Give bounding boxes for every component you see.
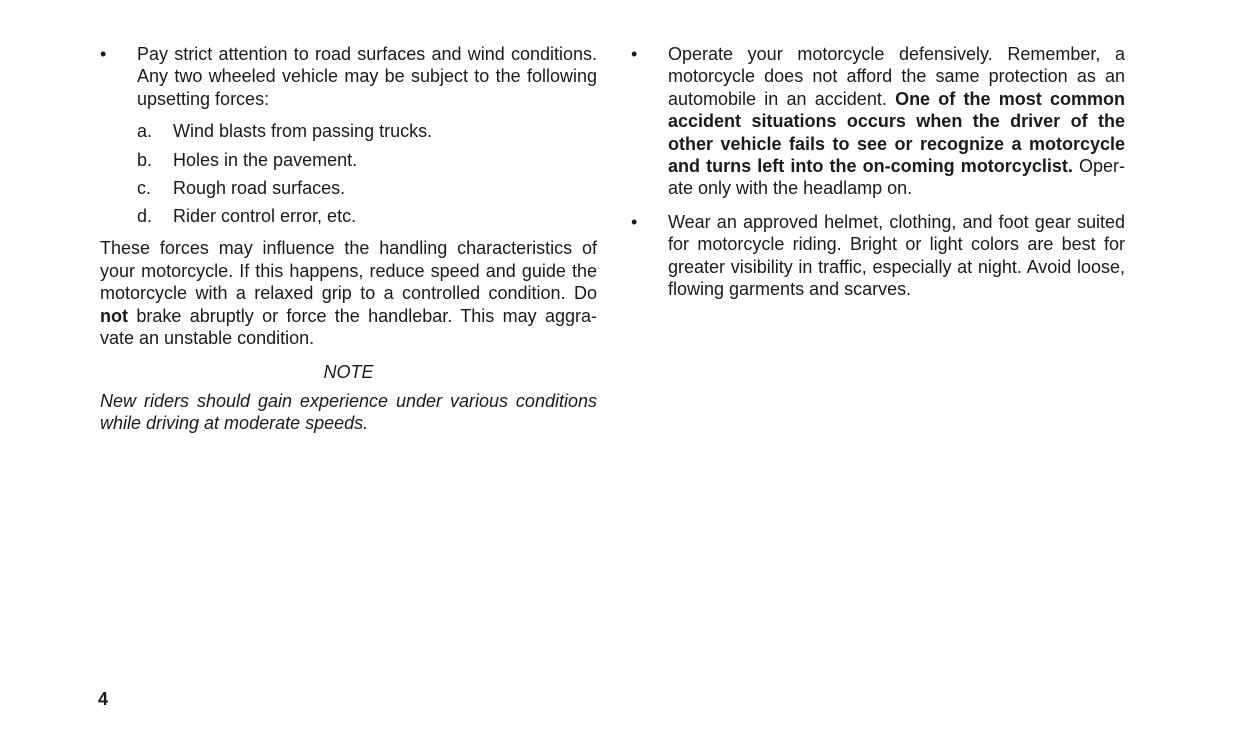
left-column xyxy=(100,43,597,435)
paragraph-text: These forces may influence the handling characteristics of your motorcycle. If this happens, reduce speed and guide the motorcycle with a relaxed grip to a controlled condition. Do xyxy=(100,238,597,304)
note-heading: NOTE xyxy=(323,362,374,383)
list-letter: c. xyxy=(137,177,152,198)
list-text: Rider control error, etc. xyxy=(173,206,357,227)
bullet-text: Wear an approved helmet, clothing, and foot gear suited for motorcycle riding. Bright or light colors are best for greater visibility in traffic, especially at night. Avoid loose, flowing garments and scarves. xyxy=(668,211,1125,300)
list-text: Wind blasts from passing trucks. xyxy=(173,121,433,142)
list-item xyxy=(137,177,597,205)
paragraph-bold-text: not xyxy=(100,305,128,326)
list-letter: a. xyxy=(137,121,153,142)
upsetting-forces-list xyxy=(137,120,597,233)
list-text: Rough road surfaces. xyxy=(173,177,346,198)
list-item xyxy=(137,149,597,177)
bullet-text: Pay strict attention to road surfaces and wind conditions. Any two wheeled vehicle may be subject to the following upsetting forces: xyxy=(137,44,597,109)
list-letter: d. xyxy=(137,206,153,227)
list-item xyxy=(137,205,597,233)
bullet-text: Operate your motorcycle defensively. Remember, a motorcycle does not afford the same protection as an automobile in an accident. xyxy=(668,44,1125,109)
right-column xyxy=(631,43,1125,300)
bullet-marker: • xyxy=(100,44,107,64)
bullet-bold-text: One of the most common accident situations occurs when the driver of the other vehicle fails to see or recognize a motorcycle and turns left into the on-coming motorcyclist. xyxy=(668,88,1125,177)
handling-paragraph xyxy=(100,237,597,349)
bullet-marker: • xyxy=(631,211,638,232)
bullet-wear-helmet xyxy=(631,211,1125,301)
note-text: New riders should gain experience under various conditions while driving at moderate speeds. xyxy=(100,390,597,434)
list-letter: b. xyxy=(137,149,153,170)
bullet-road-surfaces xyxy=(100,43,597,110)
bullet-operate-defensively xyxy=(631,43,1125,200)
paragraph-text: brake abruptly or force the handlebar. This may aggra-vate an unstable condition. xyxy=(100,305,597,349)
bullet-text: Oper-ate only with the headlamp on. xyxy=(668,156,1125,199)
list-text: Holes in the pavement. xyxy=(173,149,358,170)
page-number: 4 xyxy=(98,689,109,709)
list-item xyxy=(137,120,597,148)
bullet-marker: • xyxy=(631,44,638,64)
